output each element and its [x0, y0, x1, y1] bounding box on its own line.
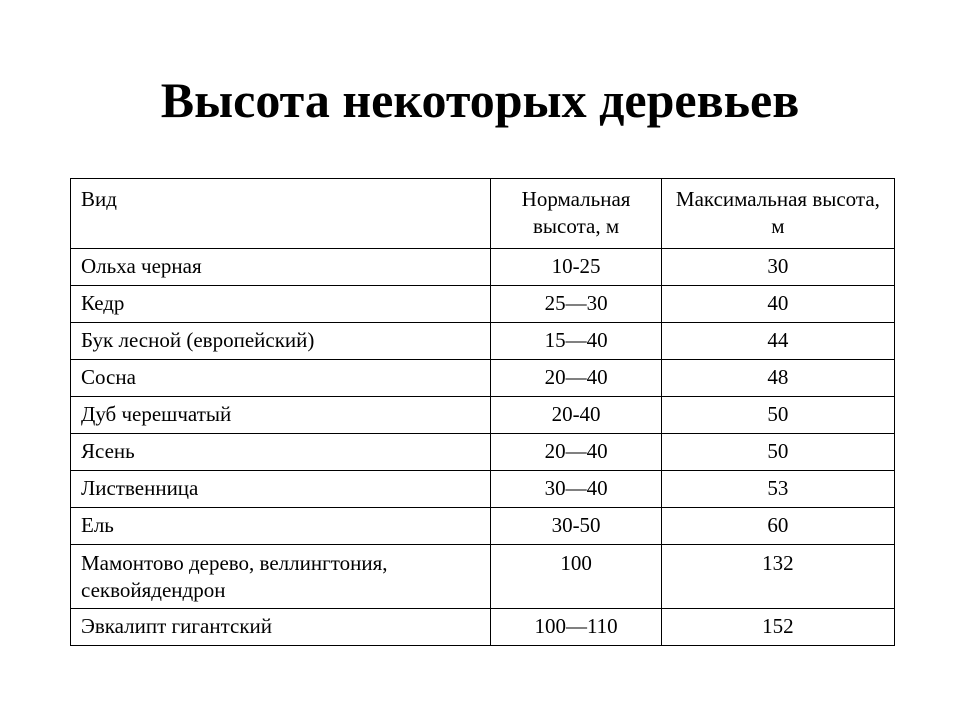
- max-height-cell: 53: [661, 471, 894, 508]
- species-cell: Лиственница: [71, 471, 491, 508]
- table-row: [71, 471, 895, 508]
- table-row: [71, 323, 895, 360]
- normal-height-cell: 30—40: [491, 471, 662, 508]
- species-cell: Эвкалипт гигантский: [71, 609, 491, 646]
- normal-height-cell: 10-25: [491, 249, 662, 286]
- normal-height-cell: 20—40: [491, 360, 662, 397]
- normal-height-cell: 100: [491, 545, 662, 609]
- max-height-cell: 40: [661, 286, 894, 323]
- max-height-cell: 50: [661, 434, 894, 471]
- max-height-cell: 50: [661, 397, 894, 434]
- table-row: [71, 249, 895, 286]
- header-normal-height: Нормальная высота, м: [491, 179, 662, 249]
- table-row: [71, 545, 895, 609]
- tree-height-table: [70, 178, 895, 646]
- page-title: Высота некоторых деревьев: [160, 72, 800, 128]
- species-cell: Мамонтово дерево, веллингтония, секвойядендрон: [71, 545, 491, 609]
- table-header-row: [71, 179, 895, 249]
- species-cell: Дуб черешчатый: [71, 397, 491, 434]
- normal-height-cell: 30-50: [491, 508, 662, 545]
- header-species: Вид: [71, 179, 491, 249]
- max-height-cell: 30: [661, 249, 894, 286]
- species-cell: Ольха черная: [71, 249, 491, 286]
- table-row: [71, 609, 895, 646]
- species-cell: Бук лесной (европейский): [71, 323, 491, 360]
- table-row: [71, 508, 895, 545]
- max-height-cell: 152: [661, 609, 894, 646]
- species-cell: Ясень: [71, 434, 491, 471]
- species-cell: Кедр: [71, 286, 491, 323]
- header-max-height: Максимальная высота, м: [661, 179, 894, 249]
- normal-height-cell: 20—40: [491, 434, 662, 471]
- normal-height-cell: 15—40: [491, 323, 662, 360]
- species-cell: Ель: [71, 508, 491, 545]
- table-row: [71, 360, 895, 397]
- normal-height-cell: 100—110: [491, 609, 662, 646]
- max-height-cell: 132: [661, 545, 894, 609]
- species-cell: Сосна: [71, 360, 491, 397]
- table-row: [71, 434, 895, 471]
- max-height-cell: 60: [661, 508, 894, 545]
- normal-height-cell: 25—30: [491, 286, 662, 323]
- table-row: [71, 397, 895, 434]
- table-row: [71, 286, 895, 323]
- max-height-cell: 48: [661, 360, 894, 397]
- max-height-cell: 44: [661, 323, 894, 360]
- normal-height-cell: 20-40: [491, 397, 662, 434]
